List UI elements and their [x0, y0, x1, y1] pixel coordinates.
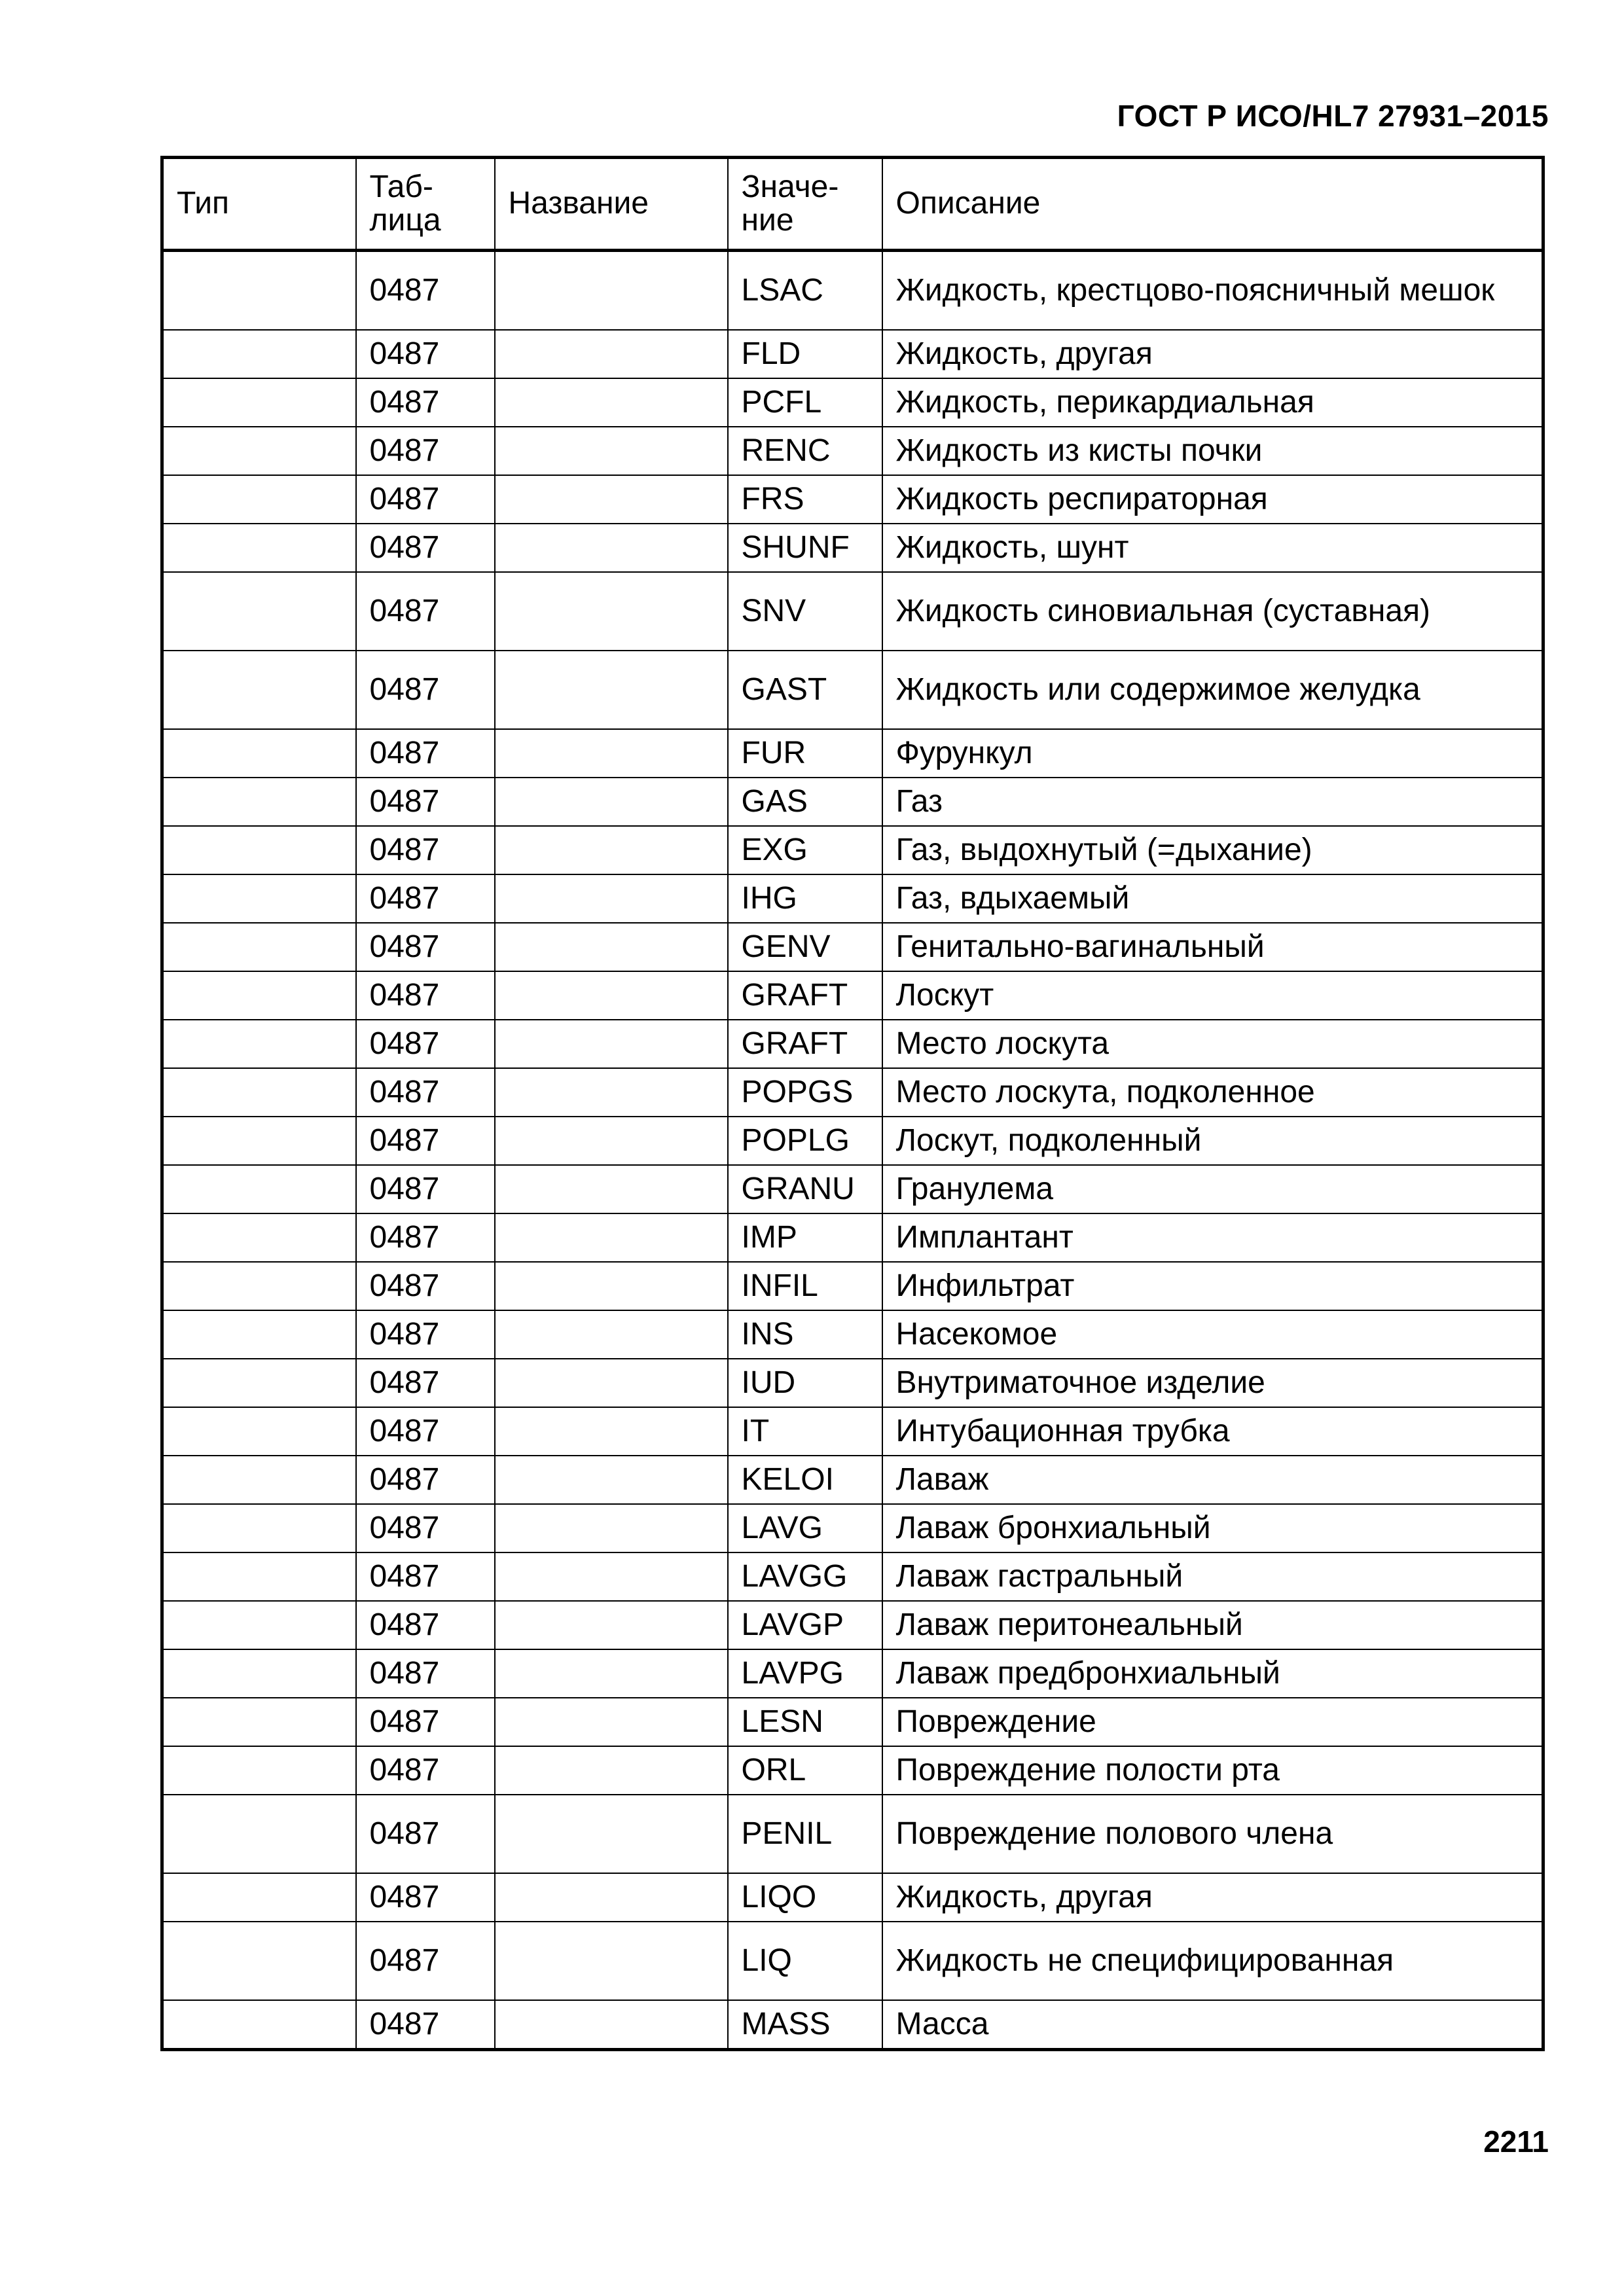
cell-name — [495, 1922, 728, 2000]
cell-type — [162, 1020, 356, 1068]
cell-value: POPGS — [728, 1068, 882, 1117]
cell-type — [162, 1310, 356, 1359]
cell-description: Жидкость, крестцово-поясничный мешок — [882, 251, 1543, 331]
table-row — [162, 1068, 1543, 1117]
cell-table: 0487 — [356, 826, 495, 874]
table-row — [162, 330, 1543, 378]
column-header-name: Название — [495, 158, 728, 251]
table-header-row — [162, 158, 1543, 251]
table-row — [162, 826, 1543, 874]
cell-table: 0487 — [356, 2000, 495, 2050]
cell-value: LIQ — [728, 1922, 882, 2000]
code-table — [160, 156, 1545, 2051]
cell-description: Жидкость, перикардиальная — [882, 378, 1543, 427]
cell-value: LAVG — [728, 1504, 882, 1552]
table-row — [162, 1310, 1543, 1359]
cell-description: Гранулема — [882, 1165, 1543, 1213]
cell-value: LAVGG — [728, 1552, 882, 1601]
cell-value: GAST — [728, 651, 882, 729]
table-row — [162, 1601, 1543, 1649]
cell-type — [162, 651, 356, 729]
cell-name — [495, 1213, 728, 1262]
cell-table: 0487 — [356, 1456, 495, 1504]
cell-name — [495, 427, 728, 475]
cell-type — [162, 1068, 356, 1117]
cell-name — [495, 1262, 728, 1310]
table-row — [162, 1456, 1543, 1504]
table-row — [162, 1552, 1543, 1601]
cell-table: 0487 — [356, 1165, 495, 1213]
column-header-table: Таб- лица — [356, 158, 495, 251]
table-row — [162, 923, 1543, 971]
cell-type — [162, 1117, 356, 1165]
cell-type — [162, 1262, 356, 1310]
cell-description: Жидкость, шунт — [882, 524, 1543, 572]
cell-table: 0487 — [356, 1649, 495, 1698]
cell-value: EXG — [728, 826, 882, 874]
table-row — [162, 1407, 1543, 1456]
cell-description: Газ, выдохнутый (=дыхание) — [882, 826, 1543, 874]
cell-description: Генитально-вагинальный — [882, 923, 1543, 971]
cell-description: Фурункул — [882, 729, 1543, 778]
cell-type — [162, 874, 356, 923]
table-row — [162, 427, 1543, 475]
cell-description: Место лоскута — [882, 1020, 1543, 1068]
cell-name — [495, 572, 728, 651]
cell-value: RENC — [728, 427, 882, 475]
cell-value: PCFL — [728, 378, 882, 427]
cell-name — [495, 1795, 728, 1873]
cell-value: INS — [728, 1310, 882, 1359]
cell-value: IMP — [728, 1213, 882, 1262]
cell-description: Газ — [882, 778, 1543, 826]
cell-table: 0487 — [356, 1068, 495, 1117]
cell-type — [162, 1213, 356, 1262]
cell-value: LIQO — [728, 1873, 882, 1922]
cell-name — [495, 1873, 728, 1922]
cell-value: IHG — [728, 874, 882, 923]
cell-table: 0487 — [356, 1020, 495, 1068]
cell-type — [162, 1552, 356, 1601]
cell-type — [162, 1795, 356, 1873]
table-row — [162, 778, 1543, 826]
cell-value: LAVGP — [728, 1601, 882, 1649]
cell-type — [162, 475, 356, 524]
cell-name — [495, 1601, 728, 1649]
table-row — [162, 1746, 1543, 1795]
cell-type — [162, 1698, 356, 1746]
cell-table: 0487 — [356, 923, 495, 971]
cell-table: 0487 — [356, 1552, 495, 1601]
table-row — [162, 874, 1543, 923]
cell-value: IT — [728, 1407, 882, 1456]
cell-value: FUR — [728, 729, 882, 778]
cell-description: Жидкость синовиальная (суставная) — [882, 572, 1543, 651]
cell-table: 0487 — [356, 330, 495, 378]
cell-table: 0487 — [356, 524, 495, 572]
table-row — [162, 524, 1543, 572]
cell-description: Место лоскута, подколенное — [882, 1068, 1543, 1117]
cell-description: Лоскут — [882, 971, 1543, 1020]
table-row — [162, 971, 1543, 1020]
cell-table: 0487 — [356, 1873, 495, 1922]
cell-name — [495, 778, 728, 826]
cell-name — [495, 1698, 728, 1746]
column-header-description: Описание — [882, 158, 1543, 251]
table-row — [162, 1504, 1543, 1552]
cell-value: IUD — [728, 1359, 882, 1407]
cell-table: 0487 — [356, 1262, 495, 1310]
cell-name — [495, 330, 728, 378]
table-row — [162, 1117, 1543, 1165]
cell-name — [495, 971, 728, 1020]
cell-name — [495, 826, 728, 874]
cell-description: Лаваж перитонеальный — [882, 1601, 1543, 1649]
cell-description: Жидкость, другая — [882, 330, 1543, 378]
cell-value: SHUNF — [728, 524, 882, 572]
table-row — [162, 2000, 1543, 2050]
cell-name — [495, 2000, 728, 2050]
cell-description: Имплантант — [882, 1213, 1543, 1262]
cell-name — [495, 874, 728, 923]
table-row — [162, 1359, 1543, 1407]
cell-description: Жидкость респираторная — [882, 475, 1543, 524]
table-row — [162, 1873, 1543, 1922]
cell-value: LAVPG — [728, 1649, 882, 1698]
cell-table: 0487 — [356, 572, 495, 651]
cell-type — [162, 1873, 356, 1922]
cell-description: Внутриматочное изделие — [882, 1359, 1543, 1407]
cell-type — [162, 524, 356, 572]
cell-value: INFIL — [728, 1262, 882, 1310]
cell-table: 0487 — [356, 475, 495, 524]
cell-value: KELOI — [728, 1456, 882, 1504]
cell-type — [162, 778, 356, 826]
cell-description: Газ, вдыхаемый — [882, 874, 1543, 923]
column-header-value: Значе- ние — [728, 158, 882, 251]
cell-type — [162, 251, 356, 331]
cell-table: 0487 — [356, 1922, 495, 2000]
cell-type — [162, 1165, 356, 1213]
cell-type — [162, 1407, 356, 1456]
cell-name — [495, 729, 728, 778]
cell-description: Насекомое — [882, 1310, 1543, 1359]
cell-name — [495, 1407, 728, 1456]
cell-table: 0487 — [356, 251, 495, 331]
cell-value: FRS — [728, 475, 882, 524]
cell-type — [162, 572, 356, 651]
cell-value: GENV — [728, 923, 882, 971]
cell-table: 0487 — [356, 729, 495, 778]
cell-name — [495, 1456, 728, 1504]
cell-description: Лаваж предбронхиальный — [882, 1649, 1543, 1698]
cell-table: 0487 — [356, 1504, 495, 1552]
cell-name — [495, 1649, 728, 1698]
document-header-title: ГОСТ Р ИСО/HL7 27931–2015 — [1117, 99, 1549, 133]
cell-name — [495, 1504, 728, 1552]
cell-name — [495, 1746, 728, 1795]
cell-description: Повреждение — [882, 1698, 1543, 1746]
cell-type — [162, 1922, 356, 2000]
cell-table: 0487 — [356, 651, 495, 729]
cell-description: Масса — [882, 2000, 1543, 2050]
cell-table: 0487 — [356, 1601, 495, 1649]
cell-name — [495, 1310, 728, 1359]
table-body — [162, 251, 1543, 2050]
cell-table: 0487 — [356, 874, 495, 923]
cell-value: GAS — [728, 778, 882, 826]
table-row — [162, 475, 1543, 524]
cell-type — [162, 1359, 356, 1407]
cell-value: POPLG — [728, 1117, 882, 1165]
cell-name — [495, 1165, 728, 1213]
table-row — [162, 572, 1543, 651]
cell-table: 0487 — [356, 378, 495, 427]
table-row — [162, 1020, 1543, 1068]
cell-value: GRANU — [728, 1165, 882, 1213]
cell-value: PENIL — [728, 1795, 882, 1873]
cell-type — [162, 427, 356, 475]
cell-type — [162, 2000, 356, 2050]
cell-name — [495, 251, 728, 331]
table-row — [162, 651, 1543, 729]
cell-description: Повреждение полости рта — [882, 1746, 1543, 1795]
column-header-type: Тип — [162, 158, 356, 251]
cell-description: Лоскут, подколенный — [882, 1117, 1543, 1165]
cell-table: 0487 — [356, 1117, 495, 1165]
cell-name — [495, 1068, 728, 1117]
table-row — [162, 1165, 1543, 1213]
table-row — [162, 729, 1543, 778]
table-row — [162, 1649, 1543, 1698]
cell-name — [495, 1020, 728, 1068]
cell-value: FLD — [728, 330, 882, 378]
cell-value: MASS — [728, 2000, 882, 2050]
cell-value: SNV — [728, 572, 882, 651]
cell-name — [495, 923, 728, 971]
table-row — [162, 1698, 1543, 1746]
cell-name — [495, 524, 728, 572]
cell-table: 0487 — [356, 1795, 495, 1873]
cell-type — [162, 729, 356, 778]
cell-description: Жидкость из кисты почки — [882, 427, 1543, 475]
cell-table: 0487 — [356, 1310, 495, 1359]
cell-type — [162, 1456, 356, 1504]
cell-value: LESN — [728, 1698, 882, 1746]
cell-description: Лаваж гастральный — [882, 1552, 1543, 1601]
cell-value: ORL — [728, 1746, 882, 1795]
cell-description: Лаваж бронхиальный — [882, 1504, 1543, 1552]
cell-description: Интубационная трубка — [882, 1407, 1543, 1456]
cell-type — [162, 1649, 356, 1698]
cell-name — [495, 378, 728, 427]
cell-type — [162, 971, 356, 1020]
table-row — [162, 1213, 1543, 1262]
cell-table: 0487 — [356, 971, 495, 1020]
cell-name — [495, 1552, 728, 1601]
cell-table: 0487 — [356, 1746, 495, 1795]
cell-value: GRAFT — [728, 971, 882, 1020]
page-number: 2211 — [1483, 2125, 1549, 2159]
table-row — [162, 251, 1543, 331]
cell-table: 0487 — [356, 1213, 495, 1262]
cell-value: LSAC — [728, 251, 882, 331]
cell-name — [495, 651, 728, 729]
cell-table: 0487 — [356, 427, 495, 475]
cell-value: GRAFT — [728, 1020, 882, 1068]
cell-name — [495, 475, 728, 524]
table-row — [162, 1262, 1543, 1310]
table-row — [162, 1922, 1543, 2000]
cell-type — [162, 1746, 356, 1795]
cell-type — [162, 923, 356, 971]
cell-type — [162, 1601, 356, 1649]
cell-table: 0487 — [356, 778, 495, 826]
cell-description: Жидкость не специфицированная — [882, 1922, 1543, 2000]
cell-name — [495, 1359, 728, 1407]
cell-name — [495, 1117, 728, 1165]
cell-description: Повреждение полового члена — [882, 1795, 1543, 1873]
cell-table: 0487 — [356, 1698, 495, 1746]
cell-description: Жидкость или содержимое желудка — [882, 651, 1543, 729]
cell-table: 0487 — [356, 1407, 495, 1456]
table-row — [162, 1795, 1543, 1873]
cell-type — [162, 378, 356, 427]
cell-type — [162, 1504, 356, 1552]
cell-description: Жидкость, другая — [882, 1873, 1543, 1922]
table-row — [162, 378, 1543, 427]
cell-type — [162, 826, 356, 874]
cell-type — [162, 330, 356, 378]
cell-description: Инфильтрат — [882, 1262, 1543, 1310]
cell-description: Лаваж — [882, 1456, 1543, 1504]
cell-table: 0487 — [356, 1359, 495, 1407]
